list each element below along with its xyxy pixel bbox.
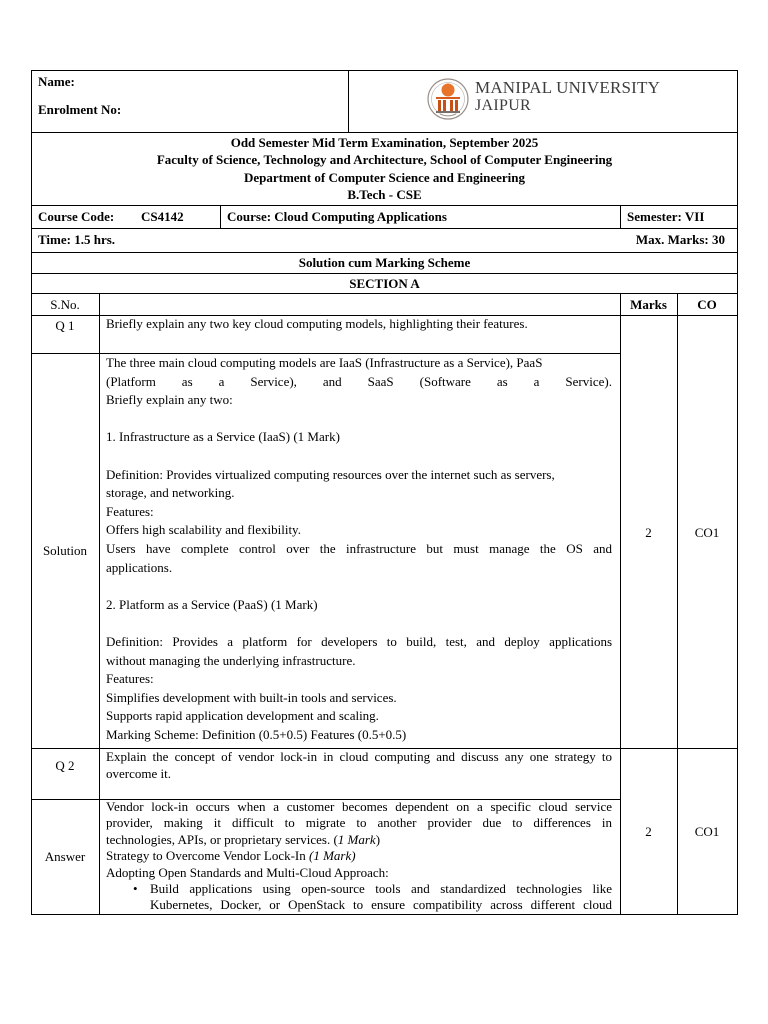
table-rule [99, 293, 100, 914]
table-rule [677, 293, 678, 914]
answer-line [106, 848, 612, 864]
table-rule [31, 293, 738, 294]
course-code: CS4142 [141, 209, 184, 224]
solution-line: Features: [106, 671, 154, 687]
department-name: Department of Computer Science and Engineering [243, 170, 526, 185]
answer-line-text: technologies, APIs, or proprietary services. ( [106, 831, 338, 847]
name-label: Name: [38, 74, 75, 89]
course-name: Course: Cloud Computing Applications [227, 209, 447, 224]
answer-line-text: Strategy to Overcome Vendor Lock-In [106, 848, 310, 864]
answer-line: Vendor lock-in occurs when a customer becomes dependent on a specific cloud service [106, 799, 612, 814]
solution-text [106, 354, 612, 744]
question-text: Briefly explain any two key cloud computing models, highlighting their features. [106, 316, 528, 331]
solution-line: without managing the underlying infrastructure. [106, 652, 356, 668]
solution-line: Definition: Provides a platform for developers to build, test, and deploy applications [106, 633, 612, 649]
table-border-top [31, 70, 738, 71]
answer-label: Solution [42, 543, 88, 558]
answer-line: provider, making it difficult to migrate to another provider due to differences in [106, 815, 612, 831]
solution-line: Features: [106, 503, 154, 519]
exam-title: Odd Semester Mid Term Examination, September 2025 [230, 135, 539, 150]
exam-time: Time: 1.5 hrs. [38, 232, 116, 247]
question-co: CO1 [694, 824, 720, 839]
column-header-sno: S.No. [50, 297, 80, 312]
university-logo [426, 76, 470, 122]
table-rule [348, 70, 349, 132]
solution-line: Briefly explain any two: [106, 392, 233, 408]
solution-line: The three main cloud computing models are IaaS (Infrastructure as a Service), PaaS [106, 355, 543, 370]
strategy-list [106, 881, 612, 914]
list-item-text: Kubernetes, Docker, or OpenStack to ensure compatibility across different cloud [150, 897, 612, 913]
table-rule [31, 228, 738, 229]
table-rule [620, 293, 621, 914]
answer-label: Answer [44, 849, 86, 864]
list-item [150, 881, 612, 914]
solution-line: Offers high scalability and flexibility. [106, 522, 301, 538]
faculty-name: Faculty of Science, Technology and Architecture, School of Computer Engineering [156, 152, 613, 167]
solution-line: (Platform as a Service), and SaaS (Software as a Service). [106, 373, 612, 389]
column-header-co: CO [697, 297, 717, 312]
question-number: Q 1 [55, 318, 75, 333]
max-marks: Max. Marks: 30 [635, 232, 725, 247]
marks-note: (1 Mark) [309, 848, 356, 864]
list-item-text: • Build applications using open-source tools and standardized technologies like [150, 881, 612, 897]
answer-line-text: ) [375, 831, 381, 847]
question-marks: 2 [645, 824, 652, 839]
question-number: Q 2 [55, 758, 75, 773]
column-header-marks: Marks [630, 297, 667, 312]
solution-line: Definition: Provides virtualized computing resources over the internet such as servers, [106, 466, 555, 482]
table-rule [620, 205, 621, 228]
solution-subheading: 1. Infrastructure as a Service (IaaS) (1 Mark) [106, 429, 340, 445]
marking-scheme: Marking Scheme: Definition (0.5+0.5) Features (0.5+0.5) [106, 726, 407, 742]
question-co: CO1 [694, 525, 720, 540]
solution-line: storage, and networking. [106, 485, 235, 501]
answer-text [106, 799, 612, 914]
table-rule [220, 205, 221, 228]
university-name-line1: MANIPAL UNIVERSITY [475, 78, 661, 97]
marks-note: 1 Mark [337, 831, 376, 847]
program-name: B.Tech - CSE [347, 187, 422, 202]
enrolment-label: Enrolment No: [38, 102, 122, 117]
section-title: SECTION A [349, 276, 420, 291]
table-rule [31, 273, 738, 274]
answer-line [106, 832, 612, 848]
question-line: overcome it. [106, 765, 171, 781]
university-name-line2: JAIPUR [475, 97, 532, 114]
table-rule [31, 205, 738, 206]
solution-line: applications. [106, 559, 173, 575]
solution-subheading: 2. Platform as a Service (PaaS) (1 Mark) [106, 596, 318, 612]
answer-line: Adopting Open Standards and Multi-Cloud Approach: [106, 864, 389, 880]
course-code-label: Course Code: [38, 209, 115, 224]
university-emblem-icon [426, 76, 470, 122]
semester: Semester: VII [627, 209, 705, 224]
table-border-bottom [31, 914, 738, 915]
question-text [106, 749, 612, 782]
question-line: Explain the concept of vendor lock-in in cloud computing and discuss any one strategy to [106, 749, 612, 764]
question-marks: 2 [645, 525, 652, 540]
solution-line: Simplifies development with built-in tools and services. [106, 689, 397, 705]
solution-line: Supports rapid application development and scaling. [106, 708, 379, 724]
solution-line: Users have complete control over the infrastructure but must manage the OS and [106, 540, 612, 556]
scheme-title: Solution cum Marking Scheme [298, 255, 471, 270]
table-rule [31, 252, 738, 253]
table-rule [31, 132, 738, 133]
